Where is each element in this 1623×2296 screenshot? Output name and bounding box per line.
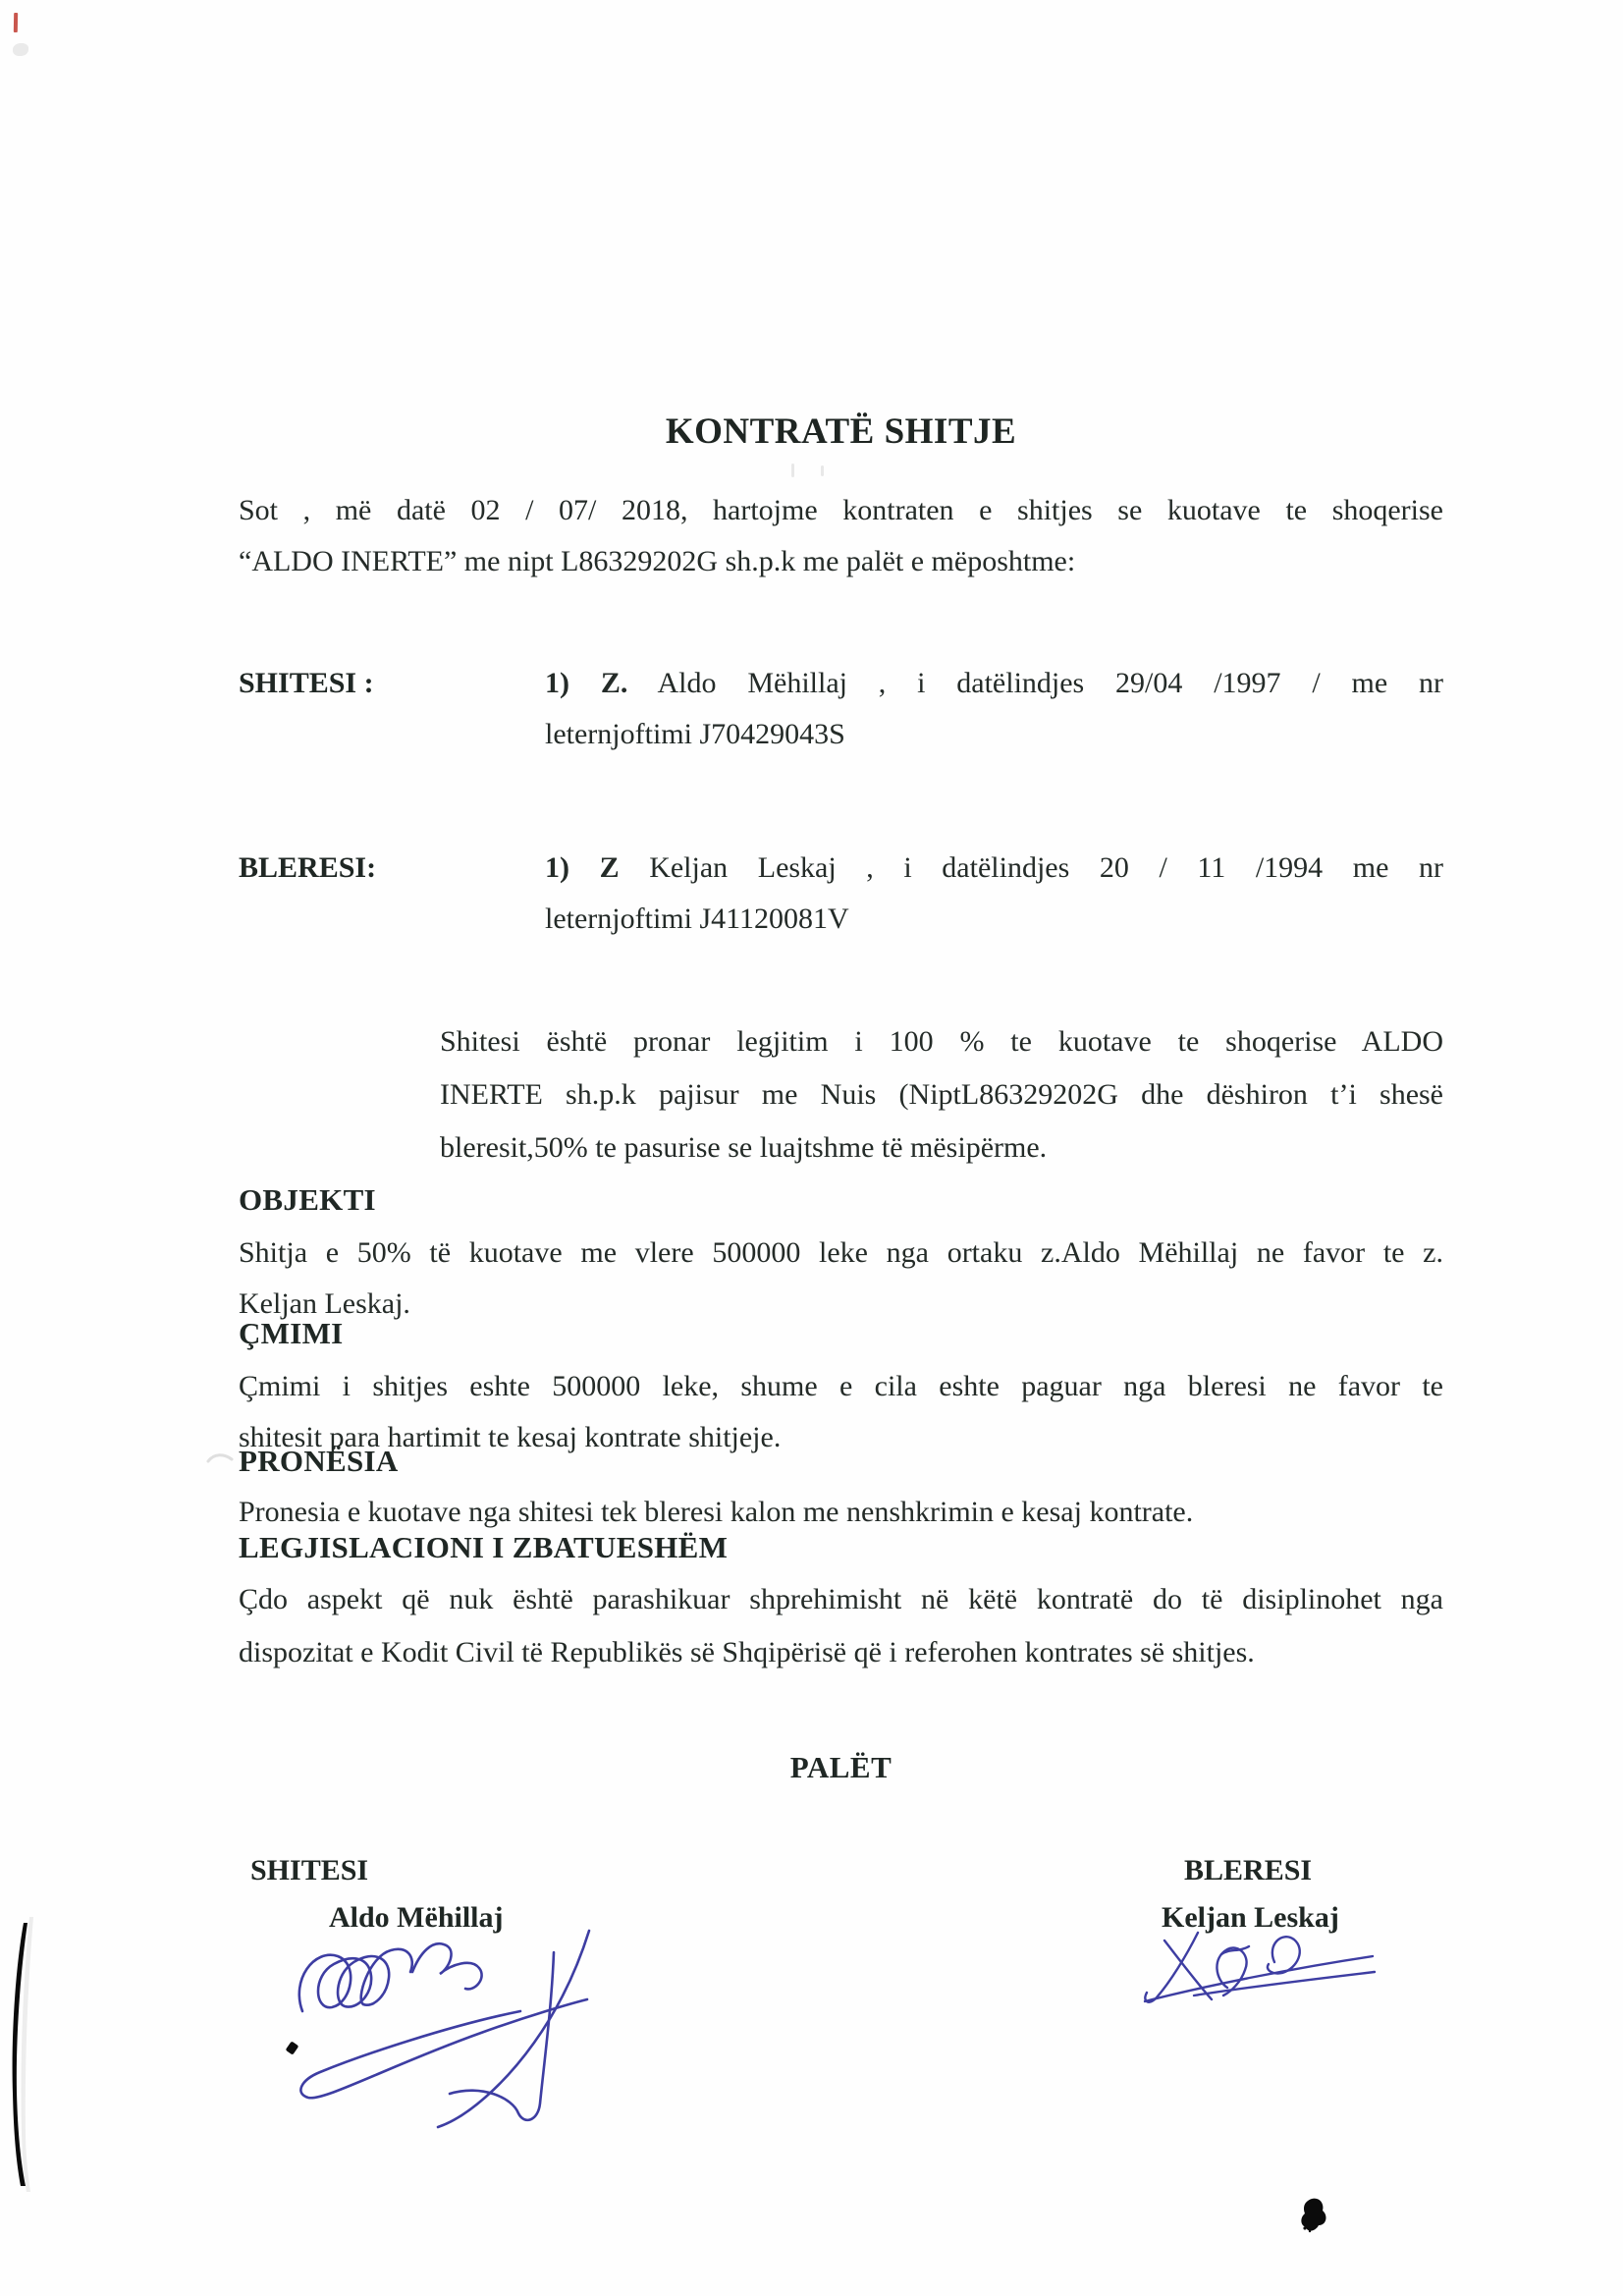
section-legjislacioni-text <box>239 1573 1443 1679</box>
text-line: leternjoftimi J41120081V <box>545 902 849 935</box>
signature-role-shitesi: SHITESI <box>250 1854 369 1886</box>
section-heading-cmimi: ÇMIMI <box>239 1316 344 1350</box>
text-line: “ALDO INERTE” me nipt L86329202G sh.p.k me palët e mëposhtme: <box>239 545 1076 577</box>
section-heading-legjislacioni: LEGJISLACIONI I ZBATUESHËM <box>239 1530 729 1564</box>
text-line: Sot , më datë 02 / 07/ 2018, hartojme kontraten e shitjes se kuotave te shoqerise <box>239 494 1443 526</box>
text-line <box>545 843 1443 894</box>
party-info: Keljan Leskaj , i datëlindjes 20 / 11 /1994 me nr <box>649 851 1443 884</box>
intro-paragraph <box>239 485 1443 587</box>
text-line <box>545 658 1443 709</box>
text-line: bleresit,50% te pasurise se luajtshme të mësipërme. <box>440 1131 1048 1164</box>
party-label-shitesi: SHITESI : <box>239 667 374 699</box>
signature-role-bleresi: BLERESI <box>1184 1854 1313 1886</box>
scan-edge-shadow <box>4 1917 33 2192</box>
party-details-bleresi <box>545 843 1443 945</box>
document-title: KONTRATË SHITJE <box>665 411 1017 452</box>
scan-smudge <box>13 43 28 56</box>
party-row-shitesi <box>239 658 1443 760</box>
section-objekti-text <box>239 1228 1443 1330</box>
text-line: Çdo aspekt që nuk është parashikuar shprehimisht në këtë kontratë do të disiplinohet nga <box>239 1583 1443 1615</box>
ownership-paragraph <box>440 1015 1443 1175</box>
text-line: shitesit para hartimit te kesaj kontrate shitjeje. <box>239 1421 782 1453</box>
text-line: Shitesi është pronar legjitim i 100 % te kuotave te shoqerise ALDO <box>440 1025 1443 1058</box>
party-row-bleresi <box>239 843 1443 945</box>
party-details-shitesi <box>545 658 1443 760</box>
section-heading-pronesia: PRONËSIA <box>239 1444 399 1478</box>
section-cmimi-text <box>239 1361 1443 1463</box>
text-line: Pronesia e kuotave nga shitesi tek bleresi kalon me nenshkrimin e kesaj kontrate. <box>239 1496 1194 1528</box>
text-line: dispozitat e Kodit Civil të Republikës së Shqipërisë që i referohen kontrates së shitjes. <box>239 1636 1255 1668</box>
text-line: Çmimi i shitjes eshte 500000 leke, shume e cila eshte paguar nga bleresi ne favor te <box>239 1370 1443 1402</box>
signature-name-bleresi: Keljan Leskaj <box>1162 1901 1339 1934</box>
party-label-bleresi: BLERESI: <box>239 851 377 884</box>
scan-artifact-red-mark <box>14 13 18 32</box>
shitesi-signature <box>273 1915 617 2141</box>
party-num: 1) Z <box>545 851 620 884</box>
text-line: leternjoftimi J70429043S <box>545 718 845 750</box>
bleresi-signature <box>1137 1921 1382 2019</box>
scan-smudge <box>206 1451 234 1465</box>
section-heading-objekti: OBJEKTI <box>239 1182 376 1217</box>
party-num: 1) Z. <box>545 667 628 699</box>
text-line: Keljan Leskaj. <box>239 1287 410 1320</box>
palet-heading: PALËT <box>789 1750 893 1784</box>
signature-name-shitesi: Aldo Mëhillaj <box>329 1901 504 1934</box>
party-info: Aldo Mëhillaj , i datëlindjes 29/04 /1997 / me nr <box>657 667 1443 699</box>
text-line: INERTE sh.p.k pajisur me Nuis (NiptL86329202G dhe dëshiron t’i shesë <box>440 1078 1443 1111</box>
text-line: Shitja e 50% të kuotave me vlere 500000 leke nga ortaku z.Aldo Mëhillaj ne favor te z. <box>239 1236 1443 1269</box>
